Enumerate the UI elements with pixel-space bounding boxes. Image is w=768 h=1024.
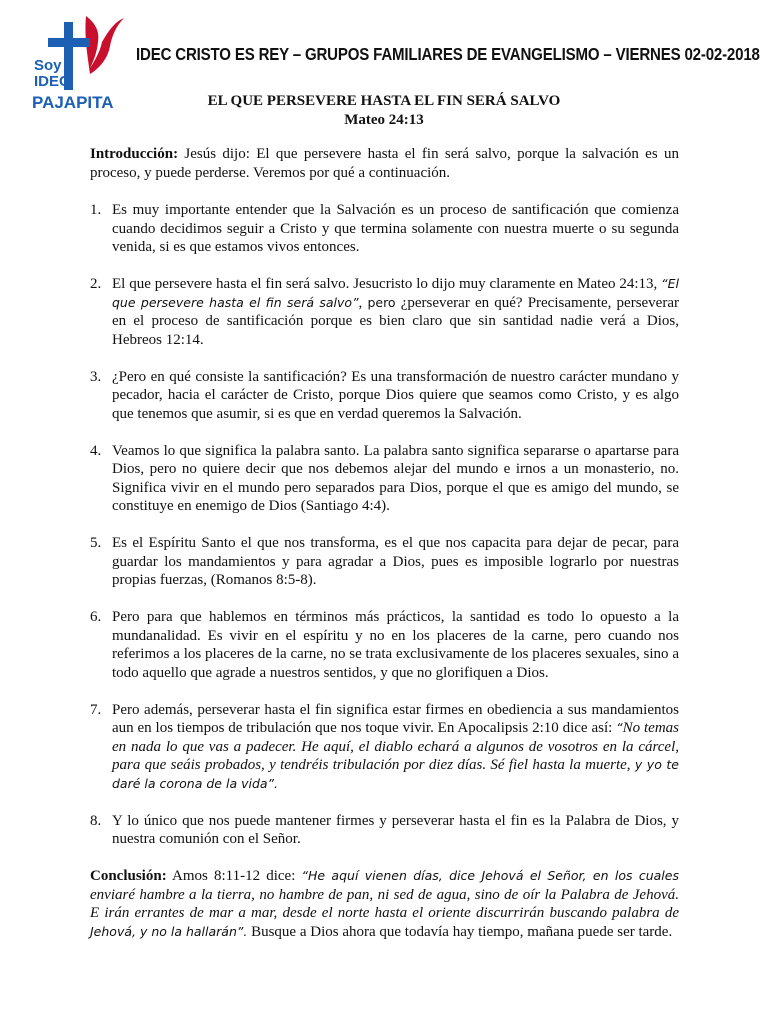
conclusion-quote: “He aquí vienen días, dice Jehová el Señor, en los cuales: [301, 868, 679, 883]
item-text: Veamos lo que significa la palabra santo. La palabra santo significa separarse o apartarse para Dios, pero no quiere decir que nos debemos alejar del mundo e irnos a un monasterio, no. Significa vivir en el mundo pero separados para Dios, porque el que es amigo del mundo, se constituye en enemigo de Dios (Santiago 4:4).: [112, 442, 679, 514]
item-number: 8.: [90, 812, 102, 829]
item-number: 5.: [90, 535, 102, 551]
item-number: 3.: [90, 368, 102, 385]
logo-text-idec: IDEC: [34, 73, 70, 90]
item-text: ¿perseverar en qué? Precisamente, perseverar en el proceso de santificación porque es bien claro que sin santidad nadie verá a Dios, Hebreos 12:14.: [112, 294, 679, 348]
list-item: [90, 812, 679, 849]
item-text: El que persevere hasta el fin será salvo. Jesucristo lo dijo muy claramente en Mateo 24:13,: [112, 276, 662, 292]
conclusion-text: Busque a Dios ahora que todavía hay tiempo, mañana puede ser tarde.: [247, 923, 673, 940]
list-item: [90, 534, 679, 590]
item-text: ,: [358, 294, 368, 311]
conclusion-label: Conclusión:: [90, 868, 167, 884]
item-text: Es el Espíritu Santo el que nos transforma, es el que nos capacita para dejar de pecar, para guardar los mandamientos y para agradar a Dios, pues es imposible lograrlo por nuestras propias fuerzas, (Romanos 8:5-8).: [112, 535, 679, 588]
item-text: ¿Pero en qué consiste la santificación? Es una transformación de nuestro carácter mundano y pecador, hacia el carácter de Cristo, porque Dios quiere que seamos como Cristo, y es algo que tenemos que asumir, si es que en verdad queremos la Salvación.: [112, 368, 679, 422]
item-text: Es muy importante entender que la Salvación es un proceso de santificación que comienza cuando decidimos seguir a Cristo y que termina solamente con nuestra muerte o su segunda venida, si es que estamos vivos entonces.: [112, 202, 679, 255]
conclusion-paragraph: [90, 867, 679, 941]
intro-text: Jesús dijo: El que persevere hasta el fin será salvo, porque la salvación es un proceso, y puede perderse. Veremos por qué a continuación.: [90, 146, 679, 181]
list-item: [90, 442, 679, 516]
list-item: [90, 201, 679, 257]
item-quote: No temas en nada lo que vas a padecer. He aquí, el diablo echará a algunos de vosotros en la cárcel, para que seáis probados, y tendréis tribulación por diez días. Sé fiel hasta la muerte,: [112, 720, 680, 773]
item-quote: y yo te daré la corona de la vida”.: [112, 757, 679, 791]
item-number: 1.: [90, 202, 102, 218]
list-item: [90, 701, 679, 794]
item-text: Pero para que hablemos en términos más prácticos, la santidad es todo lo opuesto a la mundanalidad. Es vivir en el espíritu y no en los placeres de la carne, pero cuando nos referimos a los placeres de la carne, no se trata exclusivamente de los placeres sexuales, sino a todo aquello que agrade a nuestros sentidos, y que no glorifiquen a Dios.: [112, 609, 679, 681]
item-text: pero: [367, 294, 396, 310]
intro-label: Introducción:: [90, 146, 179, 162]
document-title: EL QUE PERSEVERE HASTA EL FIN SERÁ SALVO: [207, 93, 561, 109]
item-text: Y lo único que nos puede mantener firmes y perseverar hasta el fin es la Palabra de Dios, y nuestra comunión con el Señor.: [112, 812, 679, 847]
list-item: [90, 608, 679, 682]
item-number: 7.: [90, 701, 102, 718]
item-text: Pero además, perseverar hasta el fin significa estar firmes en obediencia a sus mandamientos aun en los tiempos de tribulación que nos toque vivir. En Apocalipsis 2:10 dice así:: [112, 701, 679, 736]
conclusion-text: Amos 8:11-12 dice:: [166, 868, 302, 884]
introduction-paragraph: [90, 145, 679, 182]
header-title: IDEC CRISTO ES REY – GRUPOS FAMILIARES DE EVANGELISMO – VIERNES 02-02-2018: [136, 44, 760, 64]
conclusion-quote: enviaré hambre a la tierra, no hambre de pan, ni sed de agua, sino de oír la Palabra de Jehová. E irán errantes de mar a mar, desde el norte hasta el oriente discurrirán buscando palabra de: [90, 886, 679, 921]
list-item: [90, 275, 679, 349]
list-item: [90, 368, 679, 424]
logo-text-pajapita: PAJAPITA: [32, 93, 114, 112]
item-quote: “El que persevere hasta el fin será salvo”: [112, 276, 679, 310]
scripture-reference: Mateo 24:13: [344, 112, 424, 128]
document-body: [90, 145, 679, 941]
item-quote-mark: “: [616, 720, 623, 735]
item-number: 6.: [90, 609, 102, 625]
conclusion-quote: Jehová, y no la hallarán”.: [90, 923, 248, 939]
logo-text-soy: Soy: [34, 57, 62, 74]
points-list: [90, 201, 679, 849]
item-number: 4.: [90, 442, 102, 459]
item-number: 2.: [90, 276, 102, 292]
